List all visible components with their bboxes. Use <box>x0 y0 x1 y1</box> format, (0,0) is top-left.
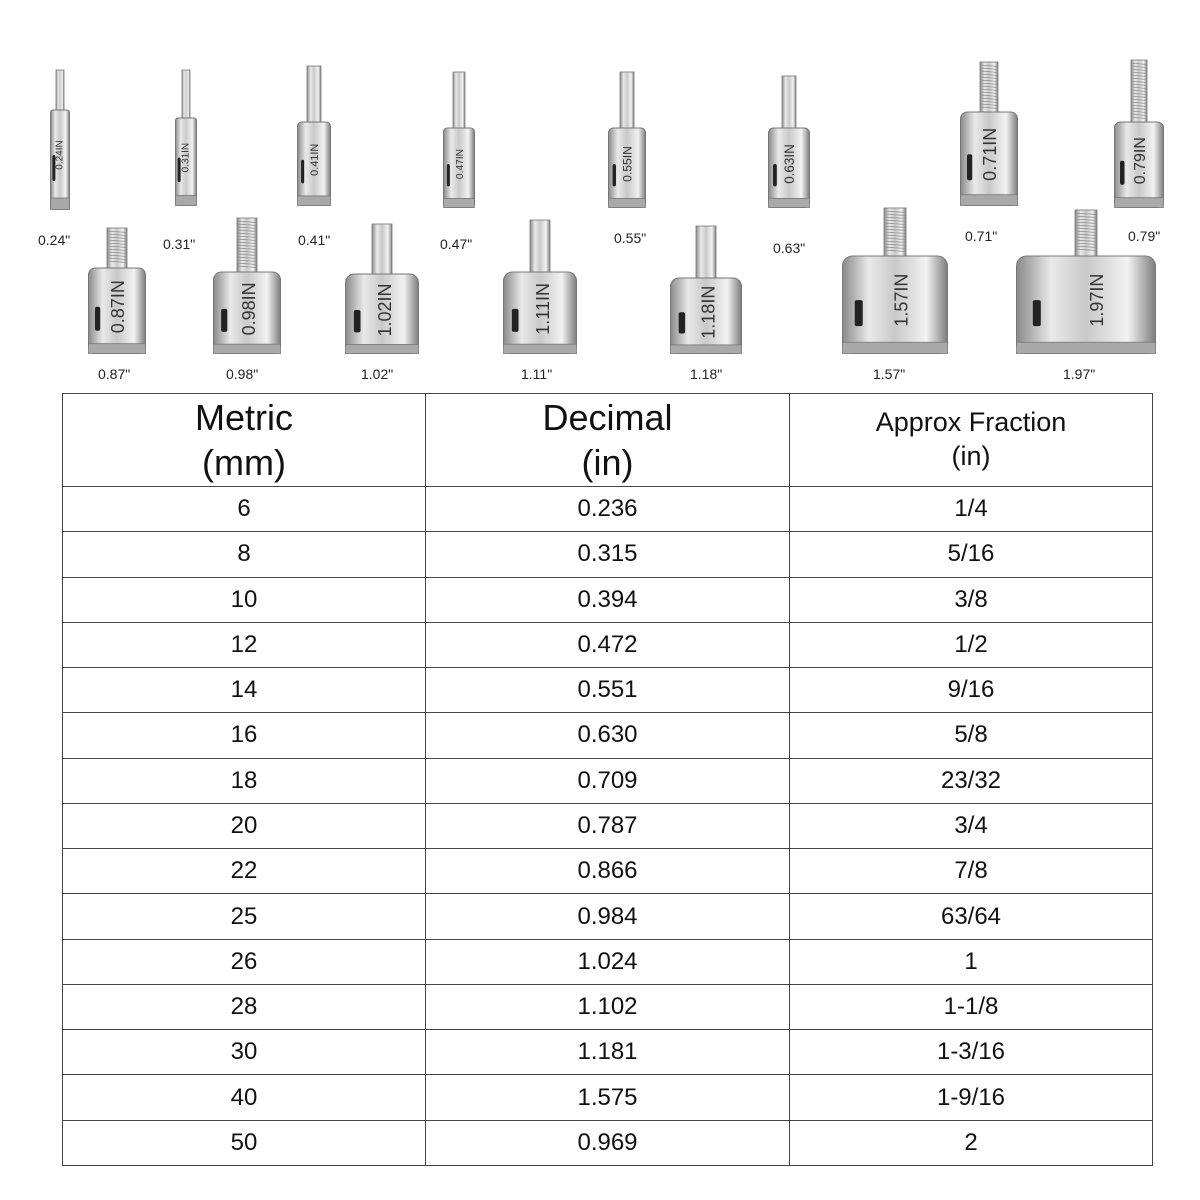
decimal-cell: 0.551 <box>426 668 790 713</box>
fraction-cell: 1/2 <box>790 622 1153 667</box>
bit-engraving: 1.11IN <box>532 283 553 335</box>
table-row <box>63 803 1153 848</box>
table-row <box>63 758 1153 803</box>
bit-size-label: 1.97" <box>1063 366 1096 382</box>
bit-size-label: 1.11" <box>521 366 553 382</box>
table-row <box>63 577 1153 622</box>
decimal-cell: 1.181 <box>426 1030 790 1075</box>
table-row <box>63 849 1153 894</box>
fraction-cell: 2 <box>790 1120 1153 1165</box>
fraction-cell: 1-1/8 <box>790 984 1153 1029</box>
metric-cell: 30 <box>63 1030 426 1075</box>
drill-bit-2 <box>175 70 197 206</box>
bit-engraving: 0.79IN <box>1132 137 1149 185</box>
decimal-cell: 0.969 <box>426 1120 790 1165</box>
metric-cell: 20 <box>63 803 426 848</box>
metric-cell: 12 <box>63 622 426 667</box>
decimal-cell: 0.866 <box>426 849 790 894</box>
fraction-cell: 3/4 <box>790 803 1153 848</box>
diamond-rim <box>609 198 646 207</box>
drill-bit-icon <box>443 72 475 208</box>
slot <box>613 164 616 186</box>
table-row <box>63 487 1153 532</box>
bit-size-label: 0.24" <box>38 232 71 248</box>
bit-size-label: 0.87" <box>98 366 131 382</box>
drill-bit-icon <box>1016 210 1156 354</box>
header-decimal <box>426 394 790 487</box>
table-row <box>63 1120 1153 1165</box>
metric-cell: 18 <box>63 758 426 803</box>
slot <box>512 309 519 332</box>
decimal-cell: 0.236 <box>426 487 790 532</box>
diamond-rim <box>298 196 331 206</box>
bit-size-label: 0.47" <box>440 236 473 252</box>
drill-bit-13 <box>670 226 742 354</box>
drill-bit-15 <box>1016 210 1156 354</box>
drill-bit-icon <box>842 208 948 354</box>
drill-bit-icon <box>960 62 1018 206</box>
fraction-cell: 1-3/16 <box>790 1030 1153 1075</box>
metric-cell: 40 <box>63 1075 426 1120</box>
drill-bit-icon <box>608 72 646 208</box>
fraction-cell: 1 <box>790 939 1153 984</box>
drill-bit-7 <box>960 62 1018 206</box>
shank <box>884 208 906 260</box>
table-row <box>63 532 1153 577</box>
metric-cell: 6 <box>63 487 426 532</box>
drill-bit-4 <box>443 72 475 208</box>
header-fraction-line1: Approx Fraction <box>875 407 1067 438</box>
drill-bit-icon <box>768 76 810 208</box>
diamond-rim <box>346 344 419 353</box>
table-header-row <box>63 394 1153 487</box>
drill-bit-12 <box>503 220 577 354</box>
drill-bit-10 <box>213 218 281 354</box>
diamond-rim <box>214 344 281 353</box>
diamond-rim <box>176 195 197 205</box>
slot <box>301 160 304 184</box>
table-row <box>63 713 1153 758</box>
drill-bit-icon <box>88 228 146 354</box>
diamond-rim <box>769 198 810 207</box>
fraction-cell: 5/16 <box>790 532 1153 577</box>
bit-size-label: 1.02" <box>361 366 394 382</box>
diamond-rim <box>1017 342 1156 353</box>
bit-engraving: 0.31IN <box>180 142 192 173</box>
diamond-rim <box>671 345 742 354</box>
diamond-rim <box>504 344 577 353</box>
drill-bit-icon <box>345 224 419 354</box>
drill-bit-icon <box>175 70 197 206</box>
shank <box>782 76 796 132</box>
shank <box>182 70 190 122</box>
size-conversion-table <box>62 393 1153 1166</box>
decimal-cell: 1.102 <box>426 984 790 1029</box>
decimal-cell: 0.630 <box>426 713 790 758</box>
bit-engraving: 0.47IN <box>454 148 466 180</box>
metric-cell: 26 <box>63 939 426 984</box>
drill-bit-9 <box>88 228 146 354</box>
fraction-cell: 1/4 <box>790 487 1153 532</box>
table-row <box>63 939 1153 984</box>
fraction-cell: 63/64 <box>790 894 1153 939</box>
fraction-cell: 3/8 <box>790 577 1153 622</box>
metric-cell: 22 <box>63 849 426 894</box>
decimal-cell: 1.575 <box>426 1075 790 1120</box>
header-decimal-line1: Decimal <box>542 397 673 438</box>
table-row <box>63 622 1153 667</box>
bit-engraving: 0.55IN <box>620 146 635 182</box>
fraction-cell: 7/8 <box>790 849 1153 894</box>
table-row <box>63 894 1153 939</box>
bit-size-label: 1.57" <box>873 366 906 382</box>
bit-engraving: 1.97IN <box>1086 273 1107 327</box>
shank <box>307 66 321 126</box>
metric-cell: 8 <box>63 532 426 577</box>
decimal-cell: 1.024 <box>426 939 790 984</box>
bit-size-label: 0.63" <box>773 240 806 256</box>
header-decimal-line2: (in) <box>581 442 634 483</box>
bit-size-label: 0.98" <box>226 366 259 382</box>
drill-bit-3 <box>297 66 331 206</box>
shank <box>372 224 392 278</box>
table-row <box>63 1075 1153 1120</box>
metric-cell: 50 <box>63 1120 426 1165</box>
drill-bit-icon <box>297 66 331 206</box>
drill-bit-5 <box>608 72 646 208</box>
diamond-rim <box>961 195 1018 206</box>
drill-bit-icon <box>670 226 742 354</box>
slot <box>855 300 863 326</box>
header-metric-line2: (mm) <box>202 442 286 483</box>
table-body <box>63 487 1153 1166</box>
decimal-cell: 0.984 <box>426 894 790 939</box>
fraction-cell: 23/32 <box>790 758 1153 803</box>
slot <box>95 307 100 331</box>
metric-cell: 10 <box>63 577 426 622</box>
bit-engraving: 0.71IN <box>979 127 1000 181</box>
drill-bit-11 <box>345 224 419 354</box>
shank <box>620 72 634 132</box>
slot <box>221 309 227 332</box>
header-fraction-line2: (in) <box>951 441 991 471</box>
diamond-rim <box>51 198 70 210</box>
bit-size-label: 0.41" <box>298 232 331 248</box>
shank <box>696 226 716 282</box>
diamond-rim <box>1115 198 1164 208</box>
drill-bit-icon <box>503 220 577 354</box>
slot <box>679 312 685 333</box>
drill-bit-6 <box>768 76 810 208</box>
decimal-cell: 0.315 <box>426 532 790 577</box>
fraction-cell: 9/16 <box>790 668 1153 713</box>
table-row <box>63 1030 1153 1075</box>
shank <box>56 70 64 114</box>
shank <box>453 72 465 132</box>
header-metric <box>63 394 426 487</box>
bit-size-label: 1.18" <box>690 366 723 382</box>
drill-bit-icon <box>213 218 281 354</box>
metric-cell: 25 <box>63 894 426 939</box>
drill-bit-icon <box>1114 60 1164 208</box>
metric-cell: 14 <box>63 668 426 713</box>
drill-bit-8 <box>1114 60 1164 208</box>
slot <box>773 164 777 186</box>
drill-bit-1 <box>50 70 70 210</box>
bit-engraving: 0.87IN <box>107 280 128 334</box>
decimal-cell: 0.394 <box>426 577 790 622</box>
table-row <box>63 668 1153 713</box>
bit-engraving: 0.41IN <box>309 143 322 176</box>
shank <box>530 220 550 276</box>
decimal-cell: 0.709 <box>426 758 790 803</box>
fraction-cell: 5/8 <box>790 713 1153 758</box>
decimal-cell: 0.787 <box>426 803 790 848</box>
bit-engraving: 0.24IN <box>54 140 66 170</box>
metric-cell: 16 <box>63 713 426 758</box>
bit-size-label: 0.71" <box>965 228 998 244</box>
header-metric-line1: Metric <box>195 397 293 438</box>
bit-engraving: 0.98IN <box>239 282 260 336</box>
drill-bit-gallery <box>0 0 1200 392</box>
diamond-rim <box>843 342 948 353</box>
diamond-rim <box>444 198 475 207</box>
bit-size-label: 0.79" <box>1128 228 1161 244</box>
bit-engraving: 1.18IN <box>698 285 719 339</box>
bit-engraving: 1.57IN <box>891 273 912 327</box>
drill-bit-icon <box>50 70 70 210</box>
table-row <box>63 984 1153 1029</box>
slot <box>447 164 450 186</box>
slot <box>1120 161 1125 185</box>
metric-cell: 28 <box>63 984 426 1029</box>
bit-engraving: 1.02IN <box>374 283 395 337</box>
bit-size-label: 0.31" <box>163 236 196 252</box>
diamond-rim <box>89 344 146 354</box>
slot <box>1033 300 1041 326</box>
slot <box>354 310 361 332</box>
drill-bit-14 <box>842 208 948 354</box>
bit-engraving: 0.63IN <box>782 144 798 184</box>
bit-size-label: 0.55" <box>614 230 647 246</box>
slot <box>967 154 972 180</box>
decimal-cell: 0.472 <box>426 622 790 667</box>
fraction-cell: 1-9/16 <box>790 1075 1153 1120</box>
header-fraction <box>790 394 1153 487</box>
